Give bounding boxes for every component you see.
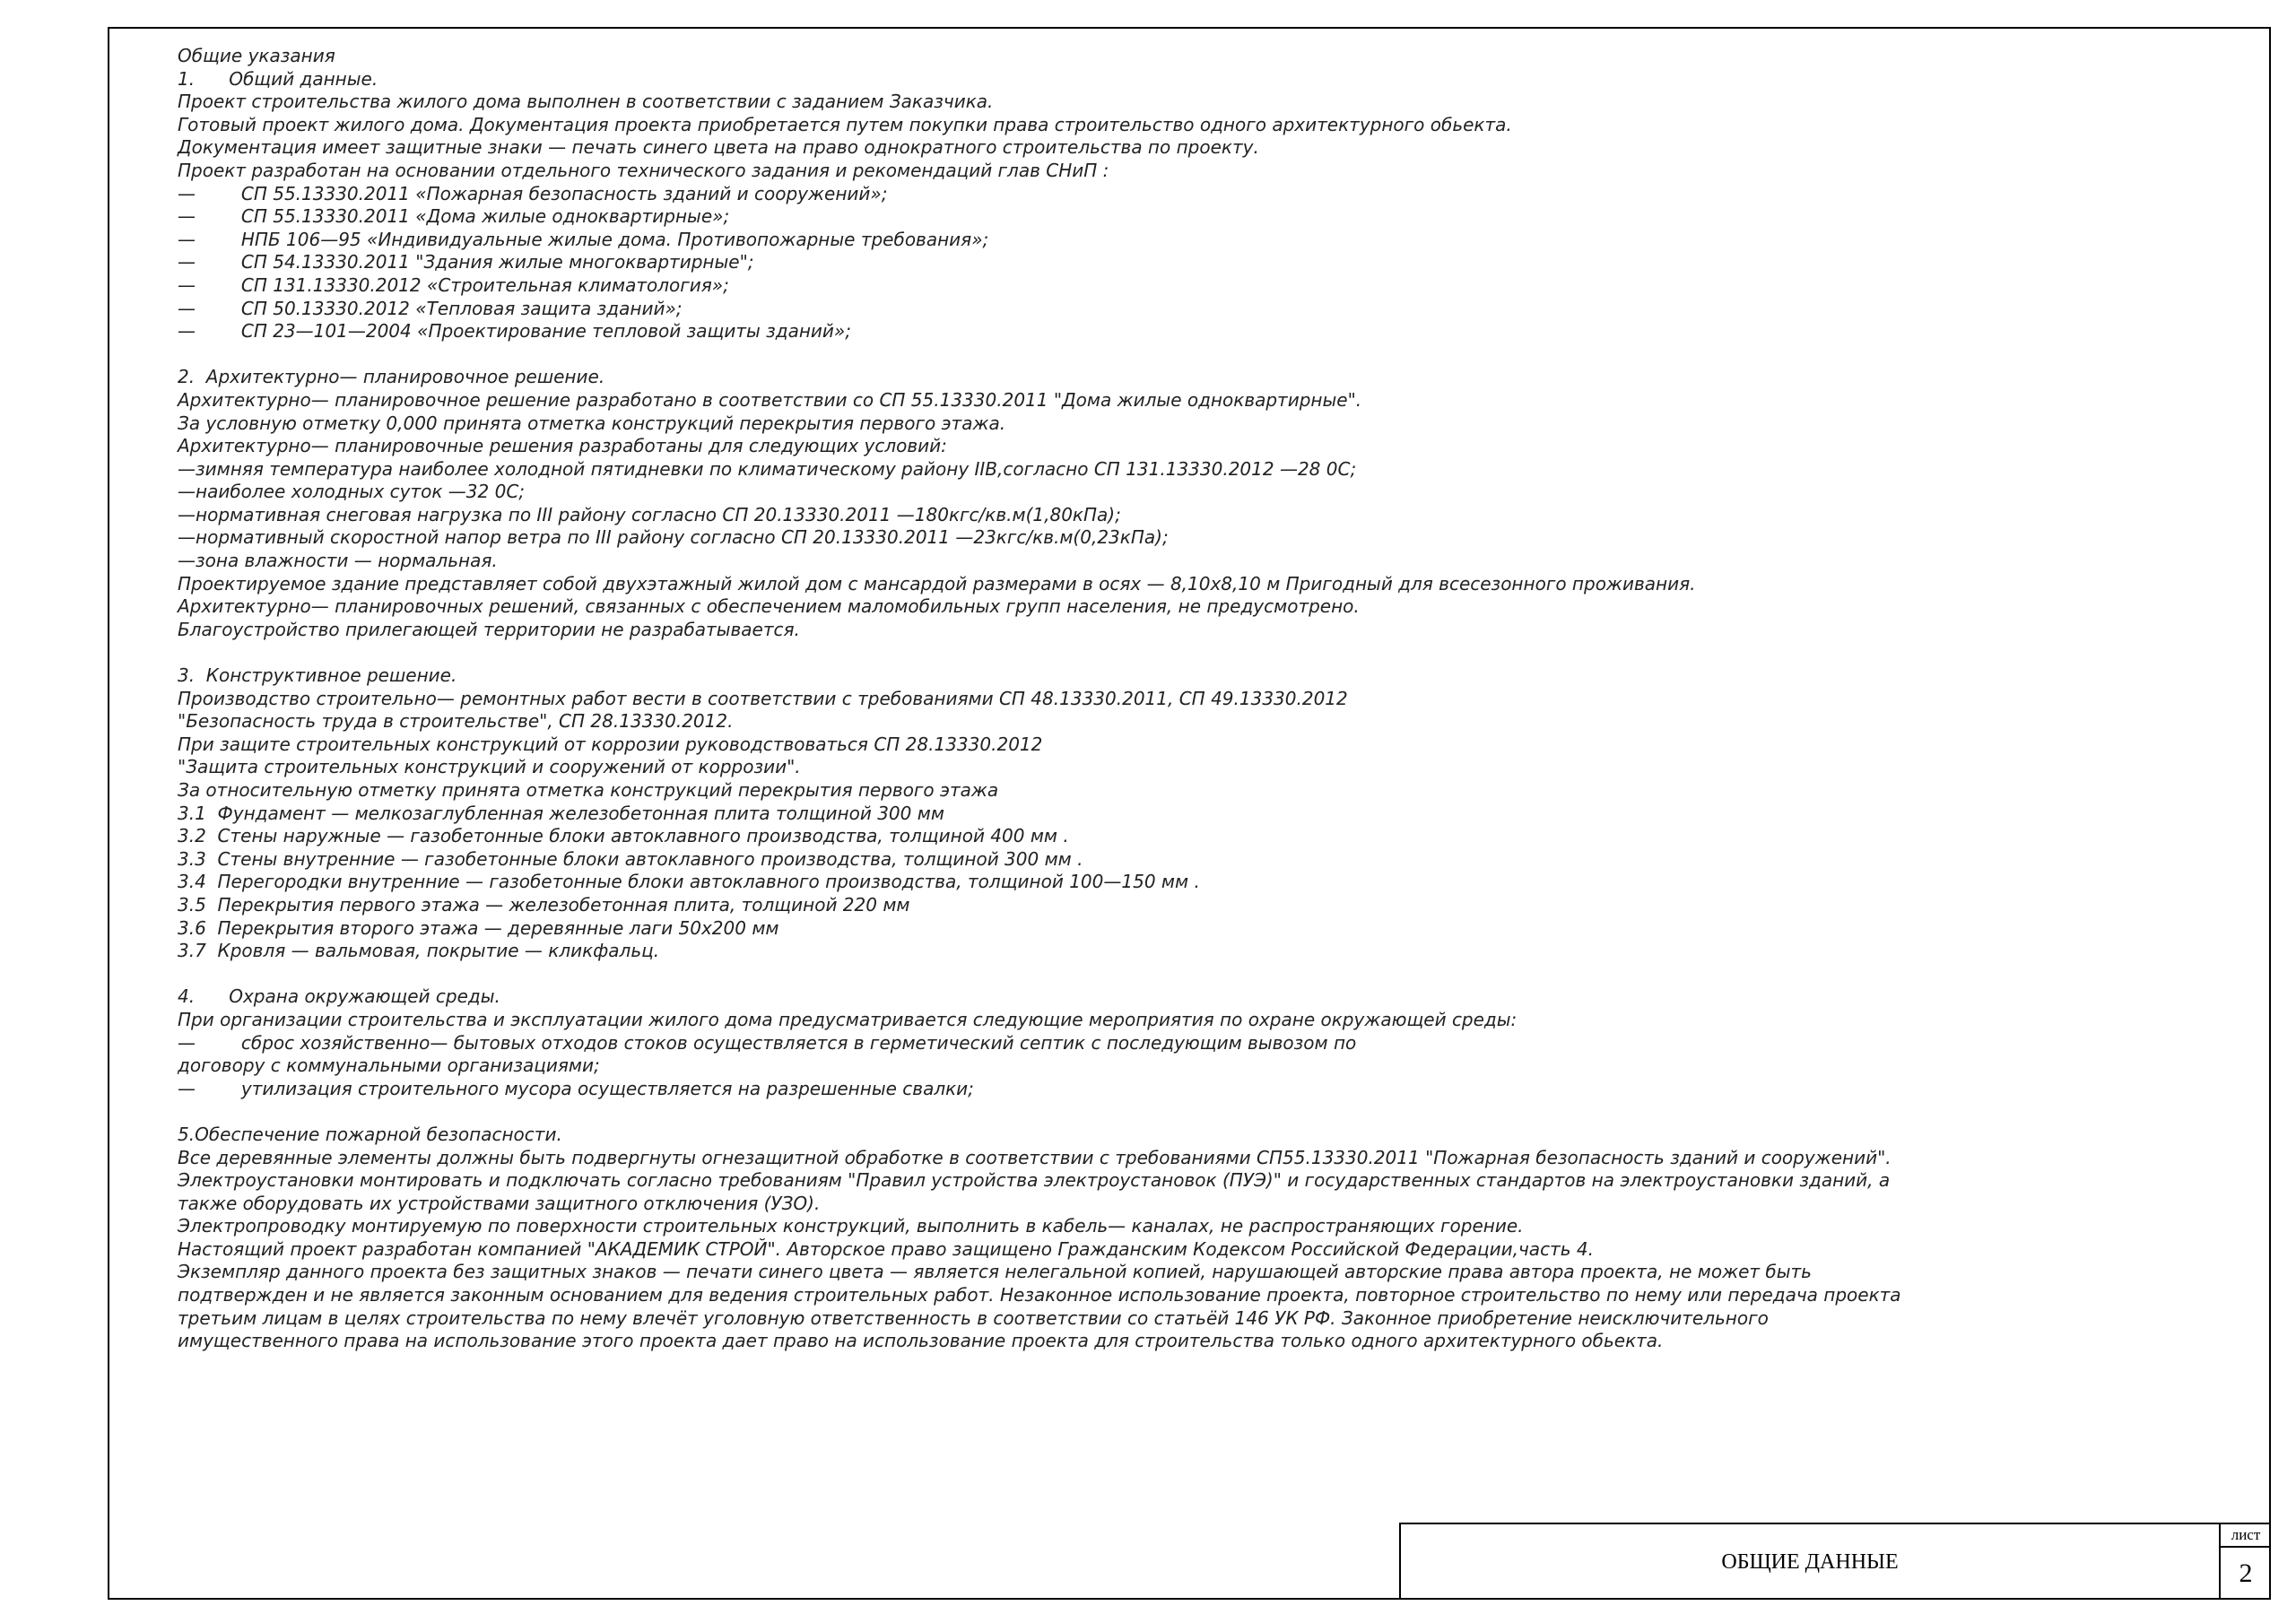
note-line: — НПБ 106—95 «Индивидуальные жилые дома. Противопожарные требования»; [178, 228, 989, 250]
note-line: Документация имеет защитные знаки — печать синего цвета на право однократного строительства по проекту. [178, 136, 1259, 159]
note-line: — СП 54.13330.2011 "Здания жилые многоквартирные"; [178, 251, 754, 273]
note-line: 4. Охрана окружающей среды. [178, 985, 500, 1008]
note-line: "Защита строительных конструкций и сооружений от коррозии". [178, 756, 801, 778]
note-line: 2. Архитектурно— планировочное решение. [178, 366, 605, 388]
note-line: — утилизация строительного мусора осуществляется на разрешенные свалки; [178, 1077, 974, 1099]
note-line: 3. Конструктивное решение. [178, 664, 457, 687]
note-line: 3.4 Перегородки внутренние — газобетонные блоки автоклавного производства, толщиной 100—150 мм . [178, 871, 1200, 893]
note-line: "Безопасность труда в строительстве", СП 28.13330.2012. [178, 710, 734, 733]
note-line: —зона влажности — нормальная. [178, 550, 498, 572]
note-line: 3.7 Кровля — вальмовая, покрытие — кликфальц. [178, 940, 660, 962]
sheet-number: 2 [2239, 1558, 2253, 1588]
sheet-number-cell [2219, 1524, 2271, 1600]
note-line: Экземпляр данного проекта без защитных знаков — печати синего цвета — является нелегальной копией, нарушающей авторские права автора проекта, не может быть [178, 1261, 1812, 1283]
sheet-label: лист [2221, 1524, 2271, 1548]
note-line: — сброс хозяйственно— бытовых отходов стоков осуществляется в герметический септик с последующим вывозом по [178, 1031, 1357, 1054]
note-line: 3.1 Фундамент — мелкозаглубленная железобетонная плита толщиной 300 мм [178, 802, 944, 824]
note-line: При организации строительства и эксплуатации жилого дома предусматривается следующие мероприятия по охране окружающей среды: [178, 1008, 1518, 1030]
blank-line [178, 963, 2240, 986]
note-line: — СП 55.13330.2011 «Дома жилые одноквартирные»; [178, 205, 730, 228]
note-line: третьим лицам в целях строительства по нему влечёт уголовную ответственность в соответствии со статьёй 146 УК РФ. Законное приобретение неисключительного [178, 1306, 1769, 1329]
note-line: Архитектурно— планировочное решение разработано в соответствии со СП 55.13330.2011 "Дома жилые одноквартирные". [178, 388, 1362, 411]
note-line: договору с коммунальными организациями; [178, 1055, 600, 1077]
note-line: —нормативный скоростной напор ветра по III району согласно СП 20.13330.2011 —23кгс/кв.м(0,23кПа); [178, 526, 1169, 549]
note-line: подтвержден и не является законным основанием для ведения строительных работ. Незаконное использование проекта, повторное строительство по нему или передача проекта [178, 1284, 1901, 1306]
note-line: — СП 55.13330.2011 «Пожарная безопасность зданий и сооружений»; [178, 182, 888, 204]
blank-line [178, 641, 2240, 664]
note-line: 3.5 Перекрытия первого этажа — железобетонная плита, толщиной 220 мм [178, 893, 910, 916]
note-line: За относительную отметку принята отметка конструкций перекрытия первого этажа [178, 779, 999, 801]
note-line: —зимняя температура наиболее холодной пятидневки по климатическому району IIВ,согласно СП 131.13330.2012 —28 0С; [178, 457, 1357, 480]
note-line: 3.6 Перекрытия второго этажа — деревянные лаги 50х200 мм [178, 916, 779, 939]
note-line: Проект строительства жилого дома выполнен в соответствии с заданием Заказчика. [178, 91, 994, 113]
note-line: Электроустановки монтировать и подключать согласно требованиям "Правил устройства электроустановок (ПУЭ)" и государственных стандартов на электроустановки зданий, а [178, 1169, 1891, 1192]
note-line: Проект разработан на основании отдельного технического задания и рекомендаций глав СНиП : [178, 159, 1109, 181]
note-line: также оборудовать их устройствами защитного отключения (УЗО). [178, 1192, 821, 1214]
note-line: —нормативная снеговая нагрузка по III району согласно СП 20.13330.2011 —180кгс/кв.м(1,80кПа); [178, 503, 1121, 525]
note-line: Благоустройство прилегающей территории не разрабатывается. [178, 618, 800, 640]
sheet-title: ОБЩИЕ ДАННЫЕ [1721, 1549, 1899, 1574]
note-line: Настоящий проект разработан компанией "АКАДЕМИК СТРОЙ". Авторское право защищено Гражданским Кодексом Российской Федерации,часть 4. [178, 1237, 1594, 1260]
note-line: Электропроводку монтируемую по поверхности строительных конструкций, выполнить в кабель— каналах, не распространяющих горение. [178, 1215, 1524, 1237]
note-line: Архитектурно— планировочные решения разработаны для следующих условий: [178, 435, 947, 457]
note-line: Готовый проект жилого дома. Документация проекта приобретается путем покупки права строительство одного архитектурного обьекта. [178, 113, 1512, 135]
note-line: Производство строительно— ремонтных работ вести в соответствии с требованиями СП 48.13330.2011, СП 49.13330.2012 [178, 687, 1348, 709]
blank-line [178, 1100, 2240, 1124]
note-line: имущественного права на использование этого проекта дает право на использование проекта для строительства только одного архитектурного обьекта. [178, 1330, 1664, 1352]
note-line: 5.Обеспечение пожарной безопасности. [178, 1123, 562, 1145]
note-line: За условную отметку 0,000 принята отметка конструкций перекрытия первого этажа. [178, 412, 1006, 434]
title-block [1399, 1523, 2271, 1600]
note-line: Архитектурно— планировочных решений, связанных с обеспечением маломобильных групп населения, не предусмотрено. [178, 595, 1360, 618]
note-line: Все деревянные элементы должны быть подвергнуты огнезащитной обработке в соответствии с требованиями СП55.13330.2011 "Пожарная безопасность зданий и сооружений". [178, 1146, 1892, 1168]
general-notes [178, 45, 2240, 1353]
note-line: — СП 131.13330.2012 «Строительная климатология»; [178, 273, 729, 296]
note-line: Проектируемое здание представляет собой двухэтажный жилой дом с мансардой размерами в осях — 8,10х8,10 м Пригодный для всесезонного проживания. [178, 572, 1696, 595]
note-line: —наиболее холодных суток —32 0С; [178, 481, 526, 503]
note-line: 3.2 Стены наружные — газобетонные блоки автоклавного производства, толщиной 400 мм . [178, 825, 1069, 847]
blank-line [178, 343, 2240, 367]
note-line: 3.3 Стены внутренние — газобетонные блоки автоклавного производства, толщиной 300 мм . [178, 847, 1083, 870]
note-line: 1. Общий данные. [178, 67, 378, 90]
note-line: — СП 50.13330.2012 «Тепловая защита зданий»; [178, 297, 683, 319]
note-line: При защите строительных конструкций от коррозии руководствоваться СП 28.13330.2012 [178, 733, 1043, 755]
note-line: — СП 23—101—2004 «Проектирование тепловой защиты зданий»; [178, 320, 851, 343]
note-line: Общие указания [178, 45, 335, 66]
